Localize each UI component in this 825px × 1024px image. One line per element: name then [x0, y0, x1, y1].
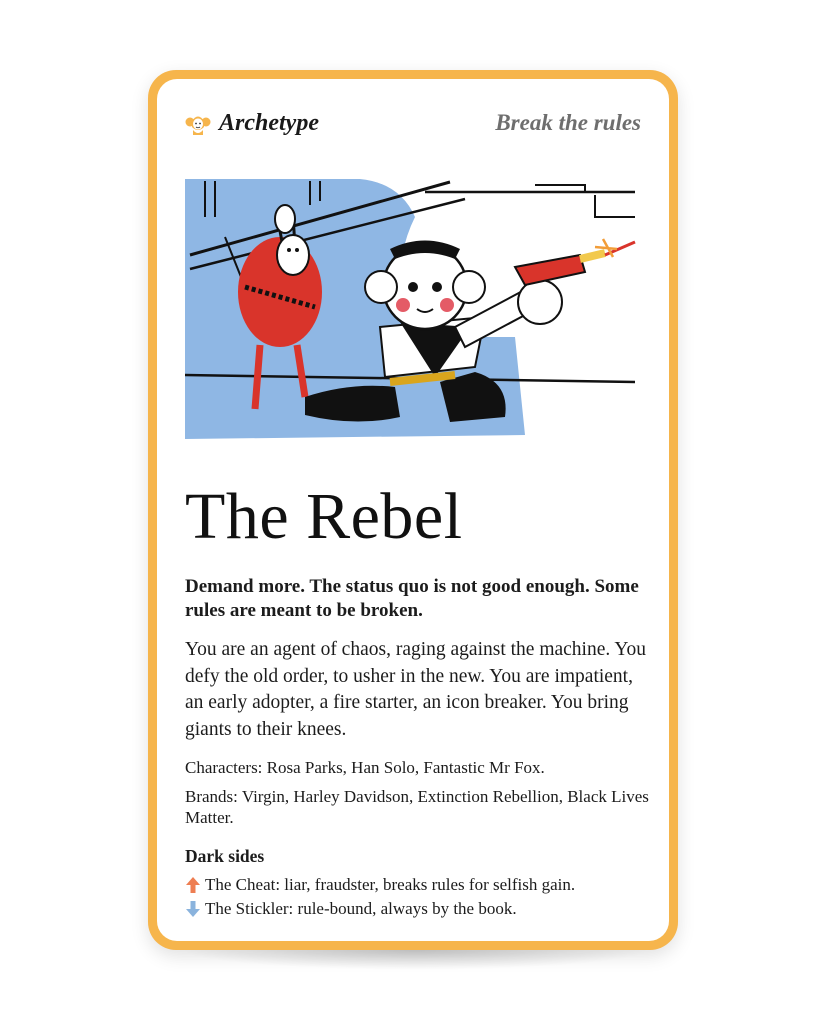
- dark-sides-heading: Dark sides: [185, 846, 265, 866]
- characters-text: Characters: Rosa Parks, Han Solo, Fantastic Mr Fox.: [185, 758, 545, 777]
- brands-text: Brands: Virgin, Harley Davidson, Extinction Rebellion, Black Lives Matter.: [185, 787, 649, 827]
- card-face: [157, 79, 669, 941]
- card-header: [185, 103, 641, 143]
- dark-side-text: The Cheat: liar, fraudster, breaks rules for selfish gain.: [205, 875, 576, 894]
- archetype-title: The Rebel: [185, 480, 463, 553]
- dark-side-item-cheat: [185, 873, 649, 897]
- dark-side-item-stickler: [185, 897, 649, 921]
- princess-head-icon: [185, 110, 211, 136]
- card-description: [185, 575, 649, 921]
- dark-side-text: The Stickler: rule-bound, always by the book.: [205, 899, 517, 918]
- archetype-label: Archetype: [219, 109, 319, 136]
- archetype-heading: [185, 110, 319, 137]
- arrow-up-icon: [185, 876, 201, 894]
- arrow-down-icon: [185, 900, 201, 918]
- rebel-illustration: [185, 177, 637, 449]
- intro-text: Demand more. The status quo is not good enough. Some rules are meant to be broken.: [185, 576, 639, 621]
- archetype-card: [148, 70, 678, 950]
- body-text: You are an agent of chaos, raging against the machine. You defy the old order, to usher in the new. You are impatient, an early adopter, a fire starter, an icon breaker. You bring giants to their knees.: [185, 639, 647, 740]
- tagline: Break the rules: [495, 110, 641, 135]
